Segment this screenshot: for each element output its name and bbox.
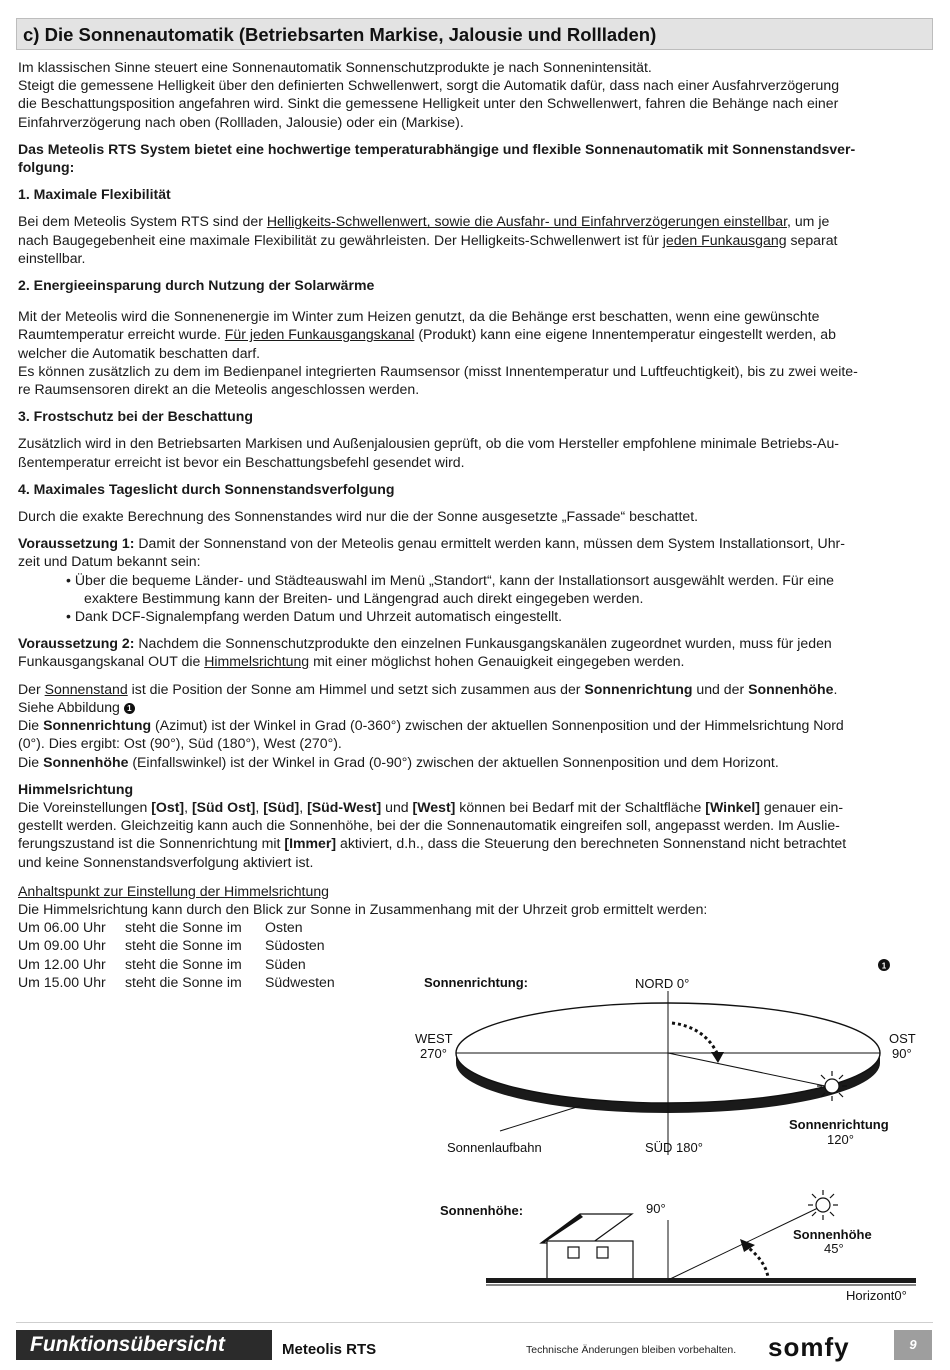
horizon-label: Horizont0° [846, 1288, 907, 1303]
heading-flexibility: 1. Maximale Flexibilität [18, 186, 171, 203]
lead-line: Das Meteolis RTS System bietet eine hochwertige temperaturabhängige und flexible Sonnenautomatik mit Sonnenstandsver- [18, 140, 856, 157]
path-leader-line [500, 1106, 580, 1131]
south-label: SÜD 180° [645, 1140, 703, 1155]
paragraph-line: und keine Sonnenstandsverfolgung aktiviert ist. [18, 853, 314, 870]
paragraph-line: Voraussetzung 1: Damit der Sonnenstand von der Meteolis genau ermittelt werden kann, müssen dem System Installationsort, Uhr- [18, 535, 845, 552]
paragraph-line: welcher die Automatik beschatten darf. [18, 344, 261, 361]
figure-number: 1 [881, 961, 887, 971]
ninety-degree-label: 90° [646, 1201, 666, 1216]
paragraph-line: Durch die exakte Berechnung des Sonnenstandes wird nur die der Sonne ausgesetzte „Fassade“ beschattet. [18, 508, 699, 525]
paragraph-line: Siehe Abbildung 1 [18, 698, 933, 716]
north-label: NORD 0° [635, 976, 690, 991]
azimuth-title: Sonnenrichtung: [424, 975, 528, 990]
footer-note: Technische Änderungen bleiben vorbehalten. [526, 1344, 737, 1356]
paragraph-line: Zusätzlich wird in den Betriebsarten Markisen und Außenjalousien geprüft, ob die vom Hersteller empfohlene minimale Betriebs-Au- [18, 435, 839, 452]
sun-icon [808, 1190, 838, 1220]
page-number: 9 [894, 1330, 932, 1360]
paragraph-line: einstellbar. [18, 249, 86, 266]
elevation-title: Sonnenhöhe: [440, 1203, 524, 1218]
footer-product: Meteolis RTS [282, 1341, 377, 1358]
elevation-arrow [740, 1239, 755, 1252]
paragraph-line: Voraussetzung 2: Nachdem die Sonnenschutzprodukte den einzelnen Funkausgangskanälen zugeordnet wurden, muss für jeden [18, 635, 832, 652]
paragraph-line: ßentemperatur erreicht ist bevor ein Beschattungsbefehl gesendet wird. [18, 453, 465, 470]
bullet-item: • Dank DCF-Signalempfang werden Datum und Uhrzeit automatisch eingestellt. [66, 608, 563, 625]
sun-position-diagram [400, 955, 940, 1310]
paragraph-line: Die Sonnenrichtung (Azimut) ist der Winkel in Grad (0-360°) zwischen der aktuellen Sonnenposition und der Himmelsrichtung Nord [18, 717, 844, 734]
west-degree: 270° [420, 1046, 447, 1061]
paragraph-line: (0°). Dies ergibt: Ost (90°), Süd (180°), West (270°). [18, 735, 342, 752]
paragraph-line: Raumtemperatur erreicht wurde. Für jeden Funkausgangskanal (Produkt) kann eine eigene Innentemperatur eingestellt werden, ab [18, 326, 836, 343]
paragraph-line: Es können zusätzlich zu dem im Bedienpanel integrierten Raumsensor (misst Innentemperatur und Luftfeuchtigkeit), bis zu zwei weite- [18, 362, 858, 379]
elevation-arc [745, 1245, 768, 1277]
main-content [18, 58, 933, 991]
footer-section-label: Funktionsübersicht [16, 1330, 272, 1360]
elevation-degree: 45° [824, 1241, 844, 1256]
footer-divider [16, 1322, 933, 1323]
sun-direction-label: Sonnenrichtung [789, 1117, 889, 1132]
paragraph-line: ferungszustand ist die Sonnenrichtung mit [Immer] aktiviert, d.h., dass die Steuerung den berechneten Sonnenstand nicht betrachtet [18, 835, 847, 852]
paragraph-line: Mit der Meteolis wird die Sonnenenergie im Winter zum Heizen genutzt, da die Behänge erst beschatten, wenn eine gewünschte [18, 308, 820, 325]
intro-line: Steigt die gemessene Helligkeit über den definierten Schwellenwert, sorgt die Automatik dafür, dass nach einer Ausfahrverzögerung [18, 77, 840, 94]
house-icon [541, 1214, 633, 1281]
intro-line: Einfahrverzögerung nach oben (Rollladen, Jalousie) oder ein (Markise). [18, 113, 464, 130]
heading-anhaltspunkt: Anhaltspunkt zur Einstellung der Himmelsrichtung [18, 882, 329, 899]
table-row: Um 06.00 Uhr steht die Sonne im Osten [18, 919, 303, 936]
heading-himmelsrichtung: Himmelsrichtung [18, 780, 134, 797]
paragraph-line: Die Sonnenhöhe (Einfallswinkel) ist der Winkel in Grad (0-90°) zwischen der aktuellen Sonnenposition und dem Horizont. [18, 753, 779, 770]
paragraph-line: zeit und Datum bekannt sein: [18, 553, 201, 570]
paragraph-line: Die Voreinstellungen [Ost], [Süd Ost], [Süd], [Süd-West] und [West] können bei Bedarf mit der Schaltfläche [Winkel] genauer ein- [18, 798, 844, 815]
paragraph-line: nach Baugegebenheit eine maximale Flexibilität zu gewährleisten. Der Helligkeits-Schwellenwert ist für jeden Funkausgang separat [18, 231, 838, 248]
heading-energy: 2. Energieeinsparung durch Nutzung der Solarwärme [18, 277, 375, 294]
paragraph-line: re Raumsensoren direkt an die Meteolis angeschlossen werden. [18, 381, 420, 398]
figure-ref-badge: 1 [124, 703, 135, 714]
paragraph-line: Bei dem Meteolis System RTS sind der Helligkeits-Schwellenwert, sowie die Ausfahr- und Einfahrverzögerungen einstellbar, um je [18, 213, 830, 230]
heading-frost: 3. Frostschutz bei der Beschattung [18, 408, 253, 425]
section-title: c) Die Sonnenautomatik (Betriebsarten Markise, Jalousie und Rollladen) [23, 24, 657, 45]
bullet-item-cont: exaktere Bestimmung kann der Breiten- und Längengrad auch direkt eingegeben werden. [84, 589, 644, 606]
intro-line: die Beschattungsposition angefahren wird. Sinkt die gemessene Helligkeit unter den Schwellenwert, fahren die Behänge nach einer [18, 95, 839, 112]
section-title-bar [16, 18, 933, 50]
somfy-logo: somfy [768, 1332, 850, 1362]
table-row: Um 15.00 Uhr steht die Sonne im Südwesten [18, 973, 335, 990]
table-row: Um 12.00 Uhr steht die Sonne im Süden [18, 955, 306, 972]
west-label: WEST [415, 1031, 453, 1046]
ground [486, 1278, 916, 1283]
paragraph-line: Der Sonnenstand ist die Position der Sonne am Himmel und setzt sich zusammen aus der Sonnenrichtung und der Sonnenhöhe. [18, 680, 838, 697]
heading-daylight: 4. Maximales Tageslicht durch Sonnenstandsverfolgung [18, 480, 395, 497]
intro-line: Im klassischen Sinne steuert eine Sonnenautomatik Sonnenschutzprodukte je nach Sonnenintensität. [18, 59, 652, 75]
east-degree: 90° [892, 1046, 912, 1061]
east-label: OST [889, 1031, 916, 1046]
sun-direction-degree: 120° [827, 1132, 854, 1147]
paragraph-line: gestellt werden. Gleichzeitig kann auch die Sonnenhöhe, bei der die Sonnenautomatik eingreifen soll, angepasst werden. Im Auslie- [18, 817, 840, 834]
sun-icon [817, 1071, 847, 1101]
lead-line: folgung: [18, 159, 75, 176]
page-footer [16, 1330, 933, 1362]
elevation-label: Sonnenhöhe [793, 1227, 872, 1242]
sun-direction-table [18, 918, 335, 991]
bullet-item: • Über die bequeme Länder- und Städteauswahl im Menü „Standort“, kann der Installationsort ausgewählt werden. Für eine [66, 571, 834, 588]
sun-path-label: Sonnenlaufbahn [447, 1140, 542, 1155]
paragraph-line: Funkausgangskanal OUT die Himmelsrichtung mit einer möglichst hohen Genauigkeit eingegeben werden. [18, 653, 685, 670]
paragraph-line: Die Himmelsrichtung kann durch den Blick zur Sonne in Zusammenhang mit der Uhrzeit grob ermittelt werden: [18, 900, 708, 917]
table-row: Um 09.00 Uhr steht die Sonne im Südosten [18, 937, 325, 954]
